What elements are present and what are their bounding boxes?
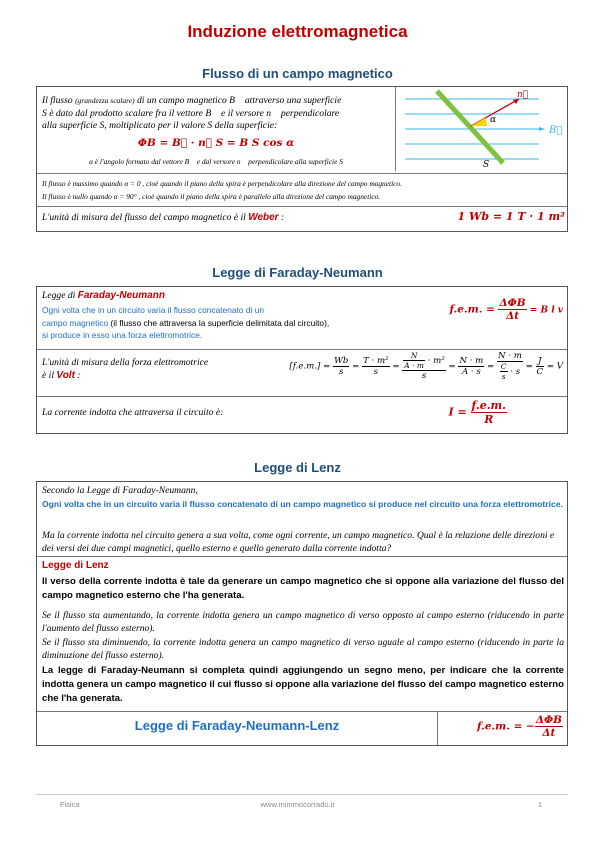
volt-derivation: [f.e.m.] = $\frac{Wb}{s}$ = $\frac{\text{T · m²}}{s}$ = $\frac{N}{A \cdot m}$ · m² s = $\frac{N \cdot m}{A \cdot s}$ = N · m $\frac{C}{s}$ · s = $\frac{J}{C}$ = V bbox=[289, 351, 563, 381]
section-heading-flux: Flusso di un campo magnetico bbox=[202, 66, 393, 81]
current-text: La corrente indotta che attraversa il circuito è: bbox=[42, 407, 224, 418]
surface-label: S bbox=[483, 160, 490, 170]
fnl-formula: f.e.m. = − $\frac{\text{ΔΦB}}{\Delta t}$ bbox=[477, 714, 562, 739]
flux-max-note: Il flusso è massimo quando α = 0 , cioè quando il piano della spira è perpendicolare alla direzione del campo magnetico. bbox=[42, 179, 402, 188]
lenz-intro: Secondo la Legge di Faraday-Neumann, bbox=[42, 485, 198, 496]
lenz-law-title: Legge di Lenz bbox=[42, 560, 109, 571]
flux-formula: ΦB = B⃗ · n⃗ S = B S cos α bbox=[137, 137, 295, 149]
faraday-law-title: Legge di Faraday-Neumann bbox=[42, 290, 165, 301]
lenz-box bbox=[36, 481, 568, 746]
volt-unit-text: L'unità di misura della forza elettromotrice è il Volt : bbox=[42, 357, 209, 381]
lenz-faraday-statement: Ogni volta che in un circuito varia il flusso concatenato di un campo magnetico si produce nel circuito una forza elettromotrice. bbox=[42, 499, 563, 509]
alpha-note: α è l'angolo formato dal vettore B⃗ e dal versore n⃗ perpendicolare alla superficie S bbox=[89, 157, 343, 166]
lenz-question: Ma la corrente indotta nel circuito genera a sua volta, come ogni corrente, un campo magnetico. Qual è la relazione delle direzioni e dei versi dei due campi magnetici, quello esterno e quello generato dalla corrente indotta? bbox=[42, 530, 555, 554]
section-heading-lenz: Legge di Lenz bbox=[254, 460, 341, 475]
current-formula: I = $\frac{f.e.m.}{R}$ bbox=[448, 399, 506, 426]
flux-box bbox=[36, 86, 568, 232]
section-heading-faraday: Legge di Faraday-Neumann bbox=[212, 265, 383, 280]
footer-subject: Fisica bbox=[60, 800, 80, 809]
flux-null-note: Il flusso è nullo quando α = 90° , cioè quando il piano della spira è parallelo alla direzione del campo magnetico. bbox=[42, 192, 381, 201]
footer-page-number: 1 bbox=[538, 800, 543, 809]
fnl-title: Legge di Faraday-Neumann-Lenz bbox=[134, 718, 340, 733]
flux-figure bbox=[399, 89, 565, 171]
faraday-formula: f.e.m. = $\frac{\text{ΔΦB}}{\Delta t}$ = B l v bbox=[449, 297, 563, 322]
weber-formula: 1 Wb = 1 T · 1 m² bbox=[457, 210, 565, 223]
lenz-completion: La legge di Faraday-Neumann si completa quindi aggiungendo un segno meno, per indicare che la corrente indotta genera un campo magnetico il cui flusso si oppone alla variazione del flusso del campo magnetico esterno che l'ha generata. bbox=[42, 665, 564, 704]
lenz-decreasing-flux: Se il flusso sta diminuendo, la corrente indotta genera un campo magnetico di verso uguale al campo esterno (riducendo in parte la diminuzione del flusso esterno). bbox=[42, 637, 564, 661]
footer-website-link[interactable]: www.mimmocorrado.it bbox=[260, 800, 335, 809]
faraday-box bbox=[36, 286, 568, 434]
flux-definition: Il flusso (grandezza scalare) di un campo magnetico B⃗ attraverso una superficie S è dato dal prodotto scalare fra il vettore B⃗ e il versore n⃗ perpendicolare alla superficie S, moltiplicato per il valore S della superficie: bbox=[42, 95, 342, 131]
normal-vector-label: n⃗ bbox=[517, 90, 529, 100]
lenz-law-statement: Il verso della corrente indotta è tale da generare un campo magnetico che si oppone alla variazione del flusso del campo magnetico esterno che l'ha generata. bbox=[42, 576, 564, 601]
lenz-increasing-flux: Se il flusso sta aumentando, la corrente indotta genera un campo magnetico di verso opposto al campo esterno (riducendo in parte l'aumento del flusso esterno). bbox=[42, 610, 564, 634]
page-title: Induzione elettromagnetica bbox=[187, 22, 408, 41]
angle-label: α bbox=[490, 115, 497, 125]
field-label: B⃗ bbox=[549, 125, 563, 136]
faraday-statement: Ogni volta che in un circuito varia il flusso concatenato di un campo magnetico (il flusso che attraversa la superficie delimitata dal circuito), si produce in esso una forza elettromotrice. bbox=[42, 305, 330, 340]
flux-unit-text: L'unità di misura del flusso del campo magnetico è il Weber : bbox=[42, 212, 285, 223]
footer-rule bbox=[36, 794, 568, 795]
